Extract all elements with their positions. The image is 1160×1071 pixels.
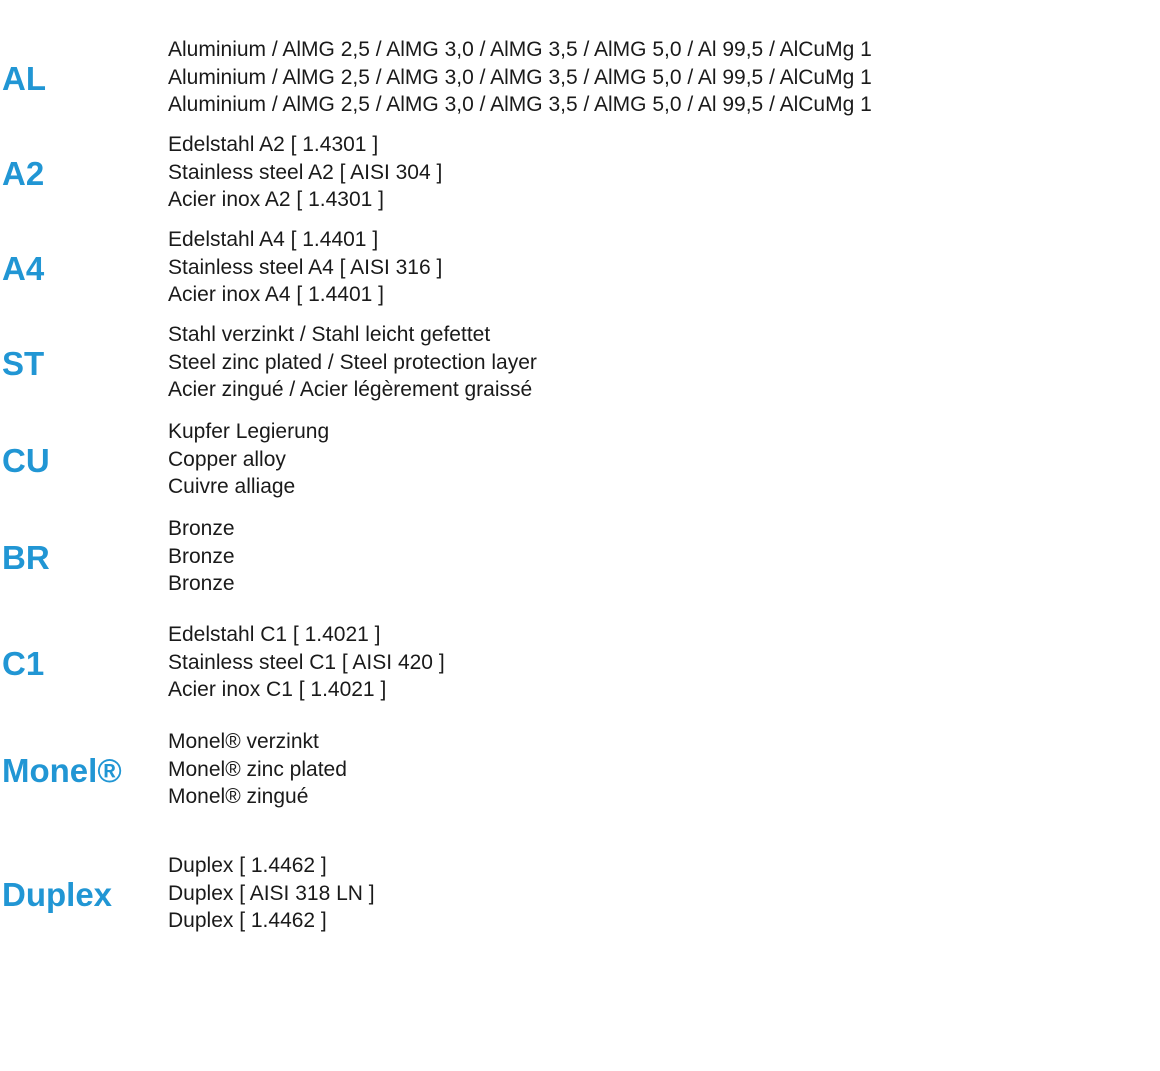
material-description-cell xyxy=(168,131,1160,214)
material-description-de: Edelstahl C1 [ 1.4021 ] xyxy=(168,623,381,646)
material-description-cell xyxy=(168,728,1160,811)
material-description-cell xyxy=(168,621,1160,704)
material-description-de: Stahl verzinkt / Stahl leicht gefettet xyxy=(168,323,491,346)
material-code-cell xyxy=(0,36,168,120)
material-description-fr: Acier inox C1 [ 1.4021 ] xyxy=(168,678,387,701)
material-description-cell xyxy=(168,852,1160,935)
material-description-de: Edelstahl A2 [ 1.4301 ] xyxy=(168,133,379,156)
material-description-fr: Bronze xyxy=(168,572,235,595)
material-code: BR xyxy=(2,538,50,576)
material-code-cell xyxy=(0,515,168,599)
material-description-fr: Monel® zingué xyxy=(168,785,309,808)
material-description-de: Bronze xyxy=(168,517,235,540)
material-description-en: Stainless steel A4 [ AISI 316 ] xyxy=(168,255,443,279)
material-code: Monel® xyxy=(2,751,122,789)
material-description-de: Duplex [ 1.4462 ] xyxy=(168,854,327,877)
material-code: ST xyxy=(2,344,45,382)
material-code-cell xyxy=(0,321,168,405)
material-description-en: Stainless steel C1 [ AISI 420 ] xyxy=(168,650,445,674)
material-description-en: Aluminium / AlMG 2,5 / AlMG 3,0 / AlMG 3,5 / AlMG 5,0 / Al 99,5 / AlCuMg 1 xyxy=(168,65,872,89)
material-code: Duplex xyxy=(2,875,113,913)
material-code: CU xyxy=(2,441,50,479)
material-row xyxy=(0,852,1160,936)
material-description-fr: Acier inox A4 [ 1.4401 ] xyxy=(168,283,384,306)
material-row xyxy=(0,321,1160,405)
material-row xyxy=(0,515,1160,599)
material-description-en: Stainless steel A2 [ AISI 304 ] xyxy=(168,160,443,184)
material-description-de: Edelstahl A4 [ 1.4401 ] xyxy=(168,228,379,251)
material-description-cell xyxy=(168,418,1160,501)
material-code-cell xyxy=(0,226,168,310)
material-description-cell xyxy=(168,36,1160,119)
material-description-en: Copper alloy xyxy=(168,447,286,471)
material-description-en: Steel zinc plated / Steel protection layer xyxy=(168,350,537,374)
material-code: C1 xyxy=(2,644,45,682)
material-code-cell xyxy=(0,621,168,705)
material-description-fr: Cuivre alliage xyxy=(168,475,296,498)
material-code-cell xyxy=(0,728,168,812)
material-description-en: Duplex [ AISI 318 LN ] xyxy=(168,881,375,905)
material-description-de: Aluminium / AlMG 2,5 / AlMG 3,0 / AlMG 3,5 / AlMG 5,0 / Al 99,5 / AlCuMg 1 xyxy=(168,38,872,61)
material-code-cell xyxy=(0,131,168,215)
material-code: A2 xyxy=(2,154,45,192)
material-row xyxy=(0,226,1160,310)
material-description-de: Kupfer Legierung xyxy=(168,420,330,443)
material-row xyxy=(0,621,1160,705)
material-row xyxy=(0,418,1160,502)
material-code-cell xyxy=(0,852,168,936)
material-row xyxy=(0,728,1160,812)
material-row xyxy=(0,131,1160,215)
material-description-fr: Acier zingué / Acier légèrement graissé xyxy=(168,378,533,401)
material-description-fr: Aluminium / AlMG 2,5 / AlMG 3,0 / AlMG 3,5 / AlMG 5,0 / Al 99,5 / AlCuMg 1 xyxy=(168,93,872,116)
material-description-cell xyxy=(168,321,1160,404)
material-row xyxy=(0,36,1160,120)
material-description-fr: Duplex [ 1.4462 ] xyxy=(168,909,327,932)
material-code: A4 xyxy=(2,249,45,287)
material-description-cell xyxy=(168,515,1160,598)
material-code-cell xyxy=(0,418,168,502)
material-description-fr: Acier inox A2 [ 1.4301 ] xyxy=(168,188,384,211)
material-description-cell xyxy=(168,226,1160,309)
material-description-en: Bronze xyxy=(168,544,235,568)
material-description-en: Monel® zinc plated xyxy=(168,757,347,781)
material-code: AL xyxy=(2,59,46,97)
material-description-de: Monel® verzinkt xyxy=(168,730,319,753)
